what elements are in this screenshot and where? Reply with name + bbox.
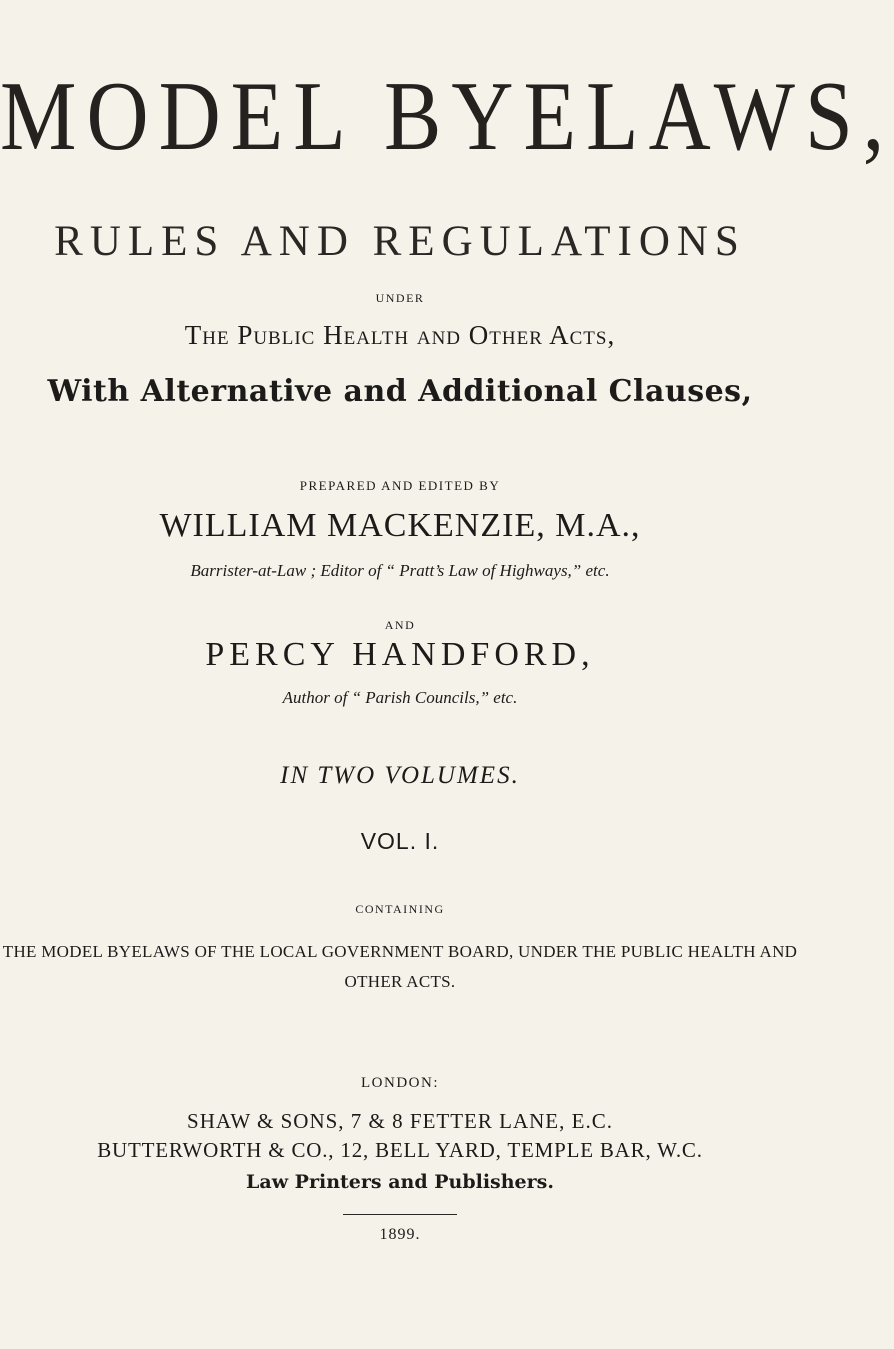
divider-rule	[343, 1214, 457, 1215]
containing-label: CONTAINING	[355, 902, 445, 916]
author-name-mackenzie: WILLIAM MACKENZIE, M.A.,	[159, 507, 641, 544]
publisher-trade: Law Printers and Publishers.	[246, 1171, 554, 1193]
book-subtitle: RULES AND REGULATIONS	[54, 218, 746, 265]
and-label: AND	[384, 618, 416, 632]
publication-year: 1899.	[379, 1226, 421, 1243]
acts-line: The Public Health and Other Acts,	[184, 320, 616, 350]
author-name-handford: PERCY HANDFORD,	[205, 636, 595, 673]
volumes-note: IN TWO VOLUMES.	[280, 762, 520, 789]
clauses-line: With Alternative and Additional Clauses,	[47, 374, 753, 409]
author-description-handford: Author of “ Parish Councils,” etc.	[282, 688, 518, 707]
publisher-butterworth: BUTTERWORTH & CO., 12, BELL YARD, TEMPLE BAR, W.C.	[97, 1138, 703, 1162]
publisher-shaw: SHAW & SONS, 7 & 8 FETTER LANE, E.C.	[187, 1109, 613, 1133]
contents-description: THE MODEL BYELAWS OF THE LOCAL GOVERNMENT BOARD, UNDER THE PUBLIC HEALTH AND OTHER ACTS.	[2, 942, 798, 991]
under-label: UNDER	[375, 291, 425, 305]
imprint-city: LONDON:	[361, 1075, 439, 1091]
author-description-mackenzie: Barrister-at-Law ; Editor of “ Pratt’s Law of Highways,” etc.	[190, 561, 610, 580]
volume-number: VOL. I.	[360, 828, 440, 854]
prepared-by-label: PREPARED AND EDITED BY	[299, 478, 501, 493]
book-title: MODEL BYELAWS,	[0, 60, 894, 171]
